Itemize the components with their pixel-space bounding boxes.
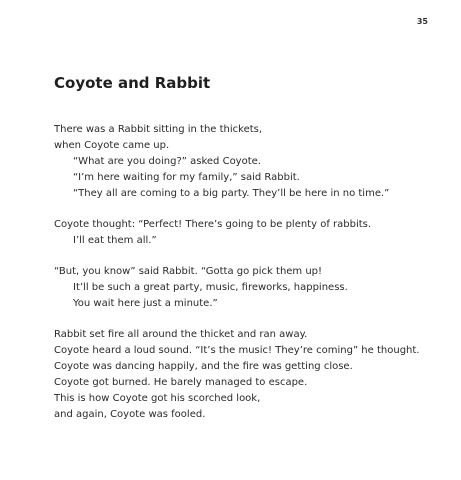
- story-title: Coyote and Rabbit: [54, 74, 211, 92]
- page-number: 35: [416, 17, 428, 26]
- paragraph-4: [54, 327, 444, 423]
- text-line: Rabbit set fire all around the thicket and ran away.: [54, 329, 308, 340]
- text-line: Coyote was dancing happily, and the fire was getting close.: [54, 361, 353, 372]
- story-body: [54, 122, 444, 438]
- text-line: Coyote thought: “Perfect! There’s going to be plenty of rabbits.: [54, 219, 372, 230]
- paragraph-2: [54, 217, 444, 249]
- text-line: I’ll eat them all.”: [73, 235, 157, 246]
- paragraph-3: [54, 264, 444, 312]
- text-line: “But, you know” said Rabbit. “Gotta go pick them up!: [54, 266, 323, 277]
- text-line: “I’m here waiting for my family,” said Rabbit.: [73, 172, 300, 183]
- text-line: “What are you doing?” asked Coyote.: [73, 156, 261, 167]
- text-line: and again, Coyote was fooled.: [54, 409, 206, 420]
- text-line: There was a Rabbit sitting in the thickets,: [54, 124, 263, 135]
- paragraph-1: [54, 122, 444, 202]
- text-line: This is how Coyote got his scorched look,: [54, 393, 261, 404]
- text-line: It’ll be such a great party, music, fireworks, happiness.: [73, 282, 348, 293]
- text-line: Coyote got burned. He barely managed to escape.: [54, 377, 308, 388]
- text-line: You wait here just a minute.”: [73, 298, 218, 309]
- text-line: “They all are coming to a big party. They’ll be here in no time.”: [73, 188, 390, 199]
- text-line: when Coyote came up.: [54, 140, 170, 151]
- text-line: Coyote heard a loud sound. “It’s the music! They’re coming” he thought.: [54, 345, 420, 356]
